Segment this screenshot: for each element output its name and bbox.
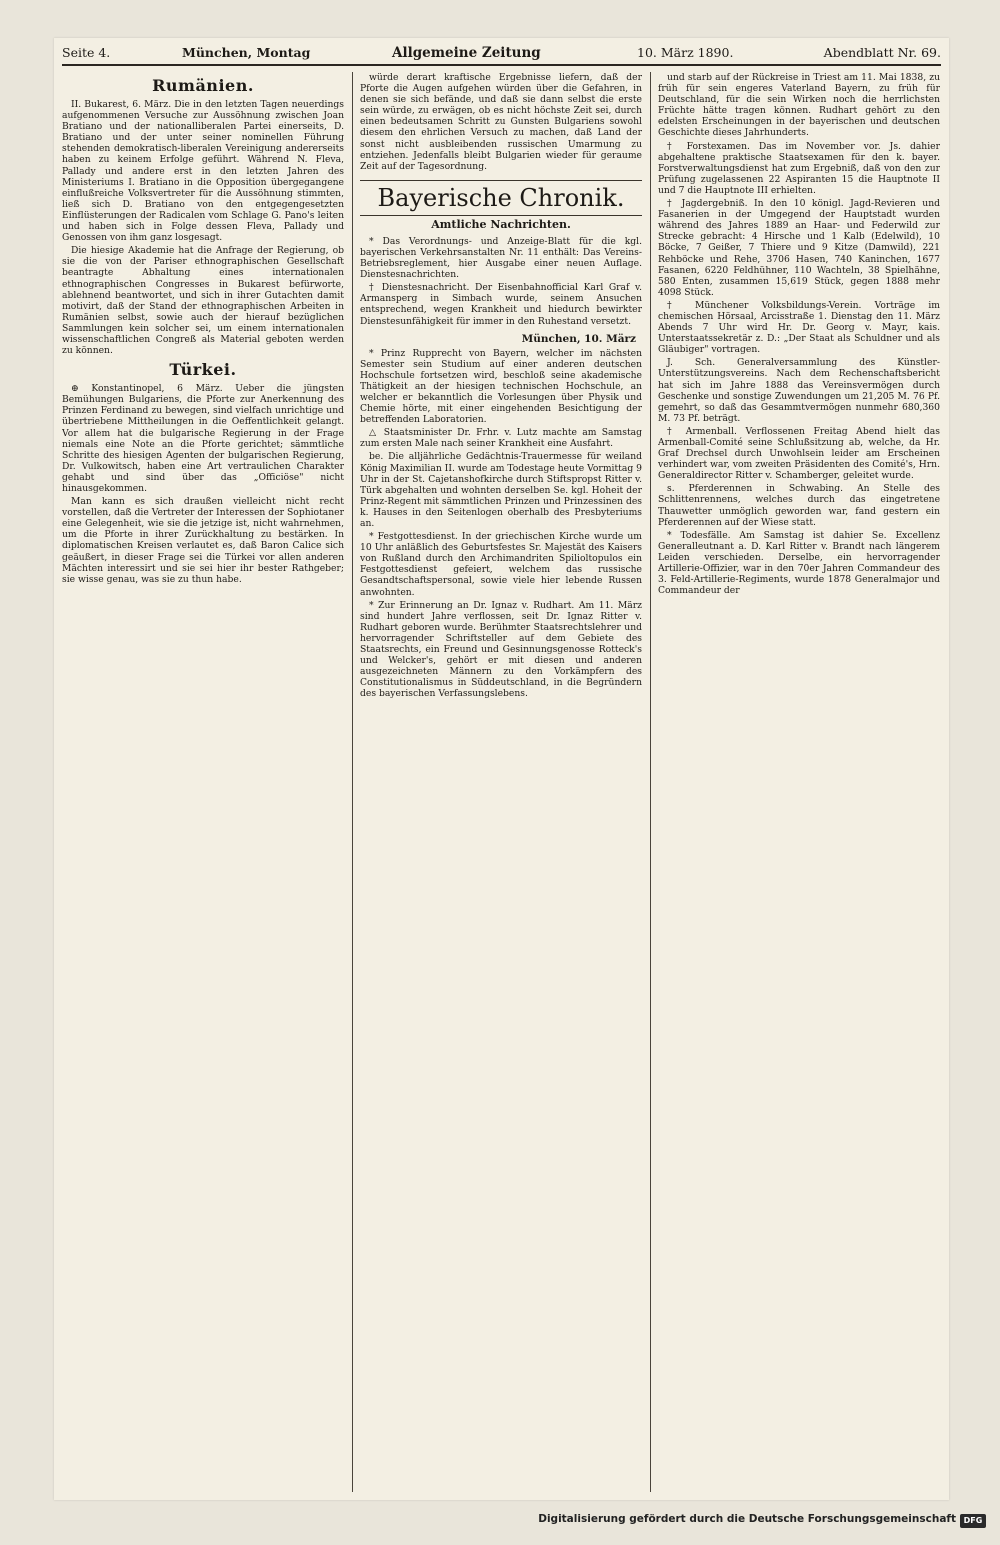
city-and-day: München, Montag	[182, 45, 311, 60]
column-divider	[352, 72, 353, 1492]
article-paragraph: † Münchener Volksbildungs-Verein. Vorträge im chemischen Hörsaal, Arcisstraße 1. Dienstag den 11. März Abends 7 Uhr wird Hr. Dr. Georg v. Mayr, kais. Unterstaatssekretär z. D.: „Der Staat als Schuldner und als Gläubiger" vortragen.	[658, 299, 940, 356]
masthead	[62, 42, 941, 66]
article-paragraph: II. Bukarest, 6. März. Die in den letzten Tagen neuerdings aufgenommenen Versuche zur Aussöhnung zwischen Joan Bratiano und der nationalliberalen Partei einerseits, D. Bratiano und der unter seiner nominellen Führung stehenden demokratisch-liberalen Vereinigung andererseits haben zu keinem Erfolge geführt. Während N. Fleva, Pallady und andere erst in den letzten Jahren des Ministeriums I. Bratiano in die Opposition übergegangene einflußreiche Volksvertreter für die Aussöhnung stimmten, ließ sich D. Bratiano von den entgegengesetzten Einflüsterungen der Radicalen vom Schlage G. Pano's leiten und haben sich in Folge dessen Fleva, Pallady und Genossen von ihm ganz losgesagt.	[62, 99, 344, 244]
article-paragraph: † Forstexamen. Das im November vor. Js. dahier abgehaltene praktische Staatsexamen für den k. bayer. Forstverwaltungsdienst hat zum Ergebniß, daß von den zur Prüfung zugelassenen 22 Aspiranten 15 die Hauptnote II und 7 die Hauptnote III erhielten.	[658, 140, 940, 196]
section-heading-turkey: Türkei.	[169, 360, 237, 380]
newspaper-title: Allgemeine Zeitung	[392, 45, 541, 61]
dateline: München, 10. März	[521, 332, 636, 345]
funding-credit: Digitalisierung gefördert durch die Deutsche Forschungsgemeinschaft	[538, 1513, 956, 1525]
article-paragraph: ⊕ Konstantinopel, 6 März. Ueber die jüngsten Bemühungen Bulgariens, die Pforte zur Anerkennung des Prinzen Ferdinand zu bewegen, sind vielfach unrichtige und übertriebene Mittheilungen in die Oeffentlichkeit gelangt. Vor allem hat die bulgarische Regierung in der Frage niemals eine Note an die Pforte gerichtet; sämmtliche Schritte des hiesigen Agenten der bulgarischen Regierung, Dr. Vulkowitsch, haben eine Art vertraulichen Charakter gehabt und sind über das „Officiöse" nicht hinausgekommen.	[62, 383, 344, 494]
article-paragraph: * Prinz Rupprecht von Bayern, welcher im nächsten Semester sein Studium auf einer anderen deutschen Hochschule fortsetzen wird, beschloß seine akademische Thätigkeit an der hiesigen technischen Hochschule, an welcher er bekanntlich die Vorlesungen über Physik und Chemie hörte, mit einer eingehenden Besichtigung der betreffenden Laboratorien.	[360, 347, 642, 426]
article-paragraph: † Armenball. Verflossenen Freitag Abend hielt das Armenball-Comité seine Schlußsitzung ab, welche, da Hr. Graf Drechsel durch Unwohlsein leider am Erscheinen verhindert war, vom zweiten Präsidenten des Comité's, Hrn. Generaldirector Ritter v. Schamberger, geleitet wurde.	[658, 425, 940, 482]
article-paragraph: und starb auf der Rückreise in Triest am 11. Mai 1838, zu früh für sein engeres Vaterland Bayern, zu früh für Deutschland, für die sein Wirken noch die herrlichsten Früchte hätte tragen können. Rudhart gehört zu den edelsten Erscheinungen in der bayerischen und deutschen Geschichte dieses Jahrhunderts.	[658, 72, 940, 139]
digitization-footer	[0, 1513, 1000, 1531]
column-1	[62, 72, 344, 1492]
article-paragraph: s. Pferderennen in Schwabing. An Stelle des Schlittenrennens, welches durch das eingetretene Thauwetter unmöglich geworden war, fand gestern ein Pferderennen auf der Wiese statt.	[658, 483, 940, 528]
article-paragraph: Man kann es sich draußen vielleicht nicht recht vorstellen, daß die Vertreter der Interessen der Sophiotaner eine Gelegenheit, wie sie die jetzige ist, nicht wahrnehmen, um die Pforte in ihrer Zurückhaltung zu bestärken. In diplomatischen Kreisen verlautet es, daß Baron Calice sich geäußert, in dieser Frage sei die Türkei vor allen anderen Mächten interessirt und sie sei hier ihr bester Rathgeber; sie wisse genau, was sie zu thun habe.	[62, 496, 344, 585]
article-paragraph: J. Sch. Generalversammlung des Künstler-Unterstützungsvereins. Nach dem Rechenschaftsbericht hat sich im Jahre 1888 das Vereinsvermögen durch Geschenke und sonstige Zuwendungen um 21,205 M. 76 Pf. gemehrt, so daß das Gesammtvermögen nunmehr 680,360 M. 73 Pf. beträgt.	[658, 357, 940, 424]
article-paragraph: * Festgottesdienst. In der griechischen Kirche wurde um 10 Uhr anläßlich des Geburtsfestes Sr. Majestät des Kaisers von Rußland durch den Archimandriten Spilioltopulos ein Festgottesdienst gefeiert, welchem das russische Gesandtschaftspersonal, sowie viele hier lebende Russen anwohnten.	[360, 531, 642, 598]
edition-label: Abendblatt Nr. 69.	[823, 45, 941, 60]
column-2	[360, 72, 642, 1492]
article-paragraph: * Zur Erinnerung an Dr. Ignaz v. Rudhart. Am 11. März sind hundert Jahre verflossen, seit Dr. Ignaz Ritter v. Rudhart geboren wurde. Berühmter Staatsrechtslehrer und hervorragender Schriftsteller auf dem Gebiete des Staatsrechts, ein Freund und Gesinnungsgenosse Rotteck's und Welcker's, gehört er mit diesen und anderen ausgezeichneten Männern zu den Vorkämpfern des Constitutionalismus in Süddeutschland, in die Begründern des bayerischen Verfassungslebens.	[360, 599, 642, 700]
column-3	[658, 72, 940, 1492]
issue-date: 10. März 1890.	[637, 45, 734, 60]
newspaper-page	[54, 38, 949, 1500]
article-paragraph: † Dienstesnachricht. Der Eisenbahnofficial Karl Graf v. Armansperg in Simbach wurde, seinem Ansuchen entsprechend, wegen Krankheit und hiedurch bewirkter Dienstesunfähigkeit für immer in den Ruhestand versetzt.	[360, 282, 642, 327]
article-paragraph: △ Staatsminister Dr. Frhr. v. Lutz machte am Samstag zum ersten Male nach seiner Krankheit eine Ausfahrt.	[360, 427, 642, 450]
article-paragraph: * Das Verordnungs- und Anzeige-Blatt für die kgl. bayerischen Verkehrsanstalten Nr. 11 enthält: Das Vereins-Betriebsreglement, hier Ausgabe einer neuen Auflage. Dienstesnachrichten.	[360, 235, 642, 281]
column-divider	[650, 72, 651, 1492]
article-paragraph: würde derart kraftische Ergebnisse liefern, daß der Pforte die Augen aufgehen würden über die Gefahren, in denen sie sich befände, und daß sie dann selbst die erste sein würde, zu erwägen, ob es nicht höchste Zeit sei, durch einen bedeutsamen Schritt zu Gunsten Bulgariens sowohl diesem den ehrlichen Versuch zu machen, daß Land der sonst nicht ausbleibenden russischen Umarmung zu entziehen. Jedenfalls bleibt Bulgarien wieder für geraume Zeit auf der Tagesordnung.	[360, 72, 642, 172]
article-paragraph: † Jagdergebniß. In den 10 königl. Jagd-Revieren und Fasanerien in der Umgegend der Hauptstadt wurden während des Jahres 1889 an Haar- und Federwild zur Strecke gebracht: 4 Hirsche und 1 Kalb (Edelwild), 10 Böcke, 7 Geißer, 7 Thiere und 9 Kitze (Damwild), 221 Rehböcke und Rehe, 3706 Hasen, 740 Kaninchen, 1677 Fasanen, 6220 Feldhühner, 110 Wachteln, 38 Spielhähne, 580 Enten, zusammen 15,619 Stück, gegen 1888 mehr 4098 Stück.	[658, 198, 940, 298]
dfg-logo-icon: DFG	[960, 1514, 986, 1528]
section-heading-bayerische-chronik: Bayerische Chronik.	[360, 180, 642, 216]
page-number: Seite 4.	[62, 45, 111, 60]
article-paragraph: * Todesfälle. Am Samstag ist dahier Se. Excellenz Generalleutnant a. D. Karl Ritter v. Brandt nach längerem Leiden verschieden. Derselbe, ein hervorragender Artillerie-Offizier, war in den 70er Jahren Commandeur des 3. Feld-Artillerie-Regiments, wurde 1878 Generalmajor und Commandeur der	[658, 529, 940, 597]
article-paragraph: Die hiesige Akademie hat die Anfrage der Regierung, ob sie die von der Pariser ethnographischen Gesellschaft beantragte Abhaltung eines internationalen ethnographischen Congresses in Bukarest befürworte, ablehnend beantwortet, und sich in ihrer Gutachten damit motivirt, daß der Stand der ethnographischen Arbeiten in Rumänien selbst, sowie auch der hierauf bezüglichen Sammlungen kein solcher sei, um einem internationalen wissenschaftlichen Congreß als Material geboten werden zu können.	[62, 245, 344, 357]
section-heading-romania: Rumänien.	[152, 76, 254, 95]
article-paragraph: be. Die alljährliche Gedächtnis-Trauermesse für weiland König Maximilian II. wurde am Todestage heute Vormittag 9 Uhr in der St. Cajetanshofkirche durch Stiftspropst Ritter v. Türk abgehalten und wohnten derselben Se. kgl. Hoheit der Prinz-Regent mit sämmtlichen Prinzen und Prinzessinen des k. Hauses in den Seitenlogen oberhalb des Presbyteriums an.	[360, 451, 642, 529]
subheading-official-news: Amtliche Nachrichten.	[431, 217, 571, 231]
